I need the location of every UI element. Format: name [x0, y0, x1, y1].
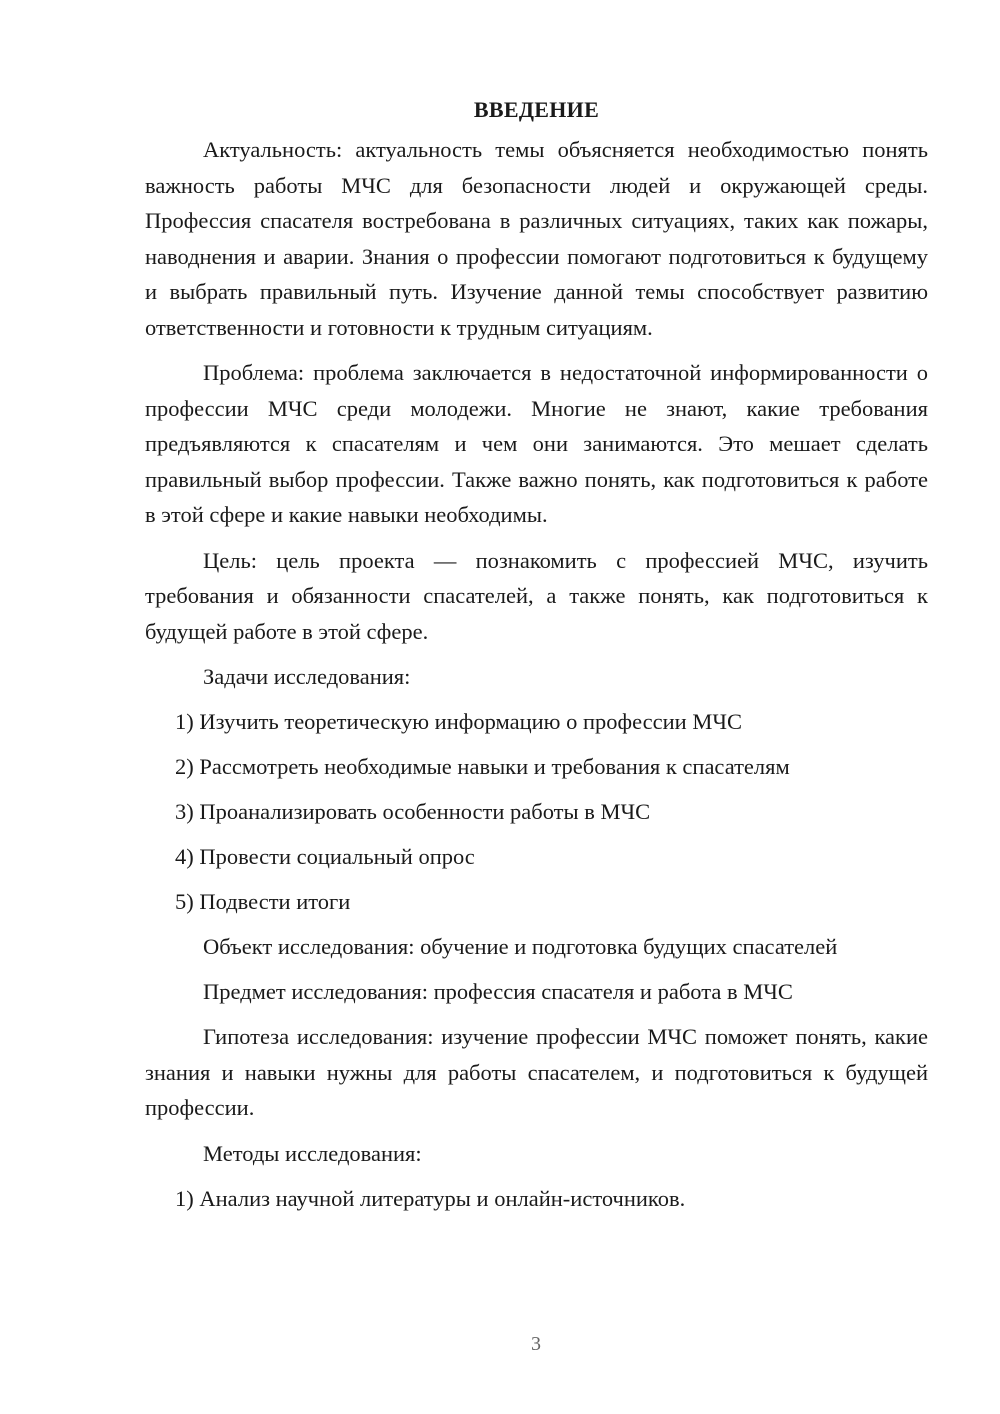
section-heading: ВВЕДЕНИЕ [473, 97, 600, 122]
tasks-heading: Задачи исследования: [203, 664, 411, 689]
task-item: 4) Провести социальный опрос [175, 844, 475, 869]
problem-paragraph: Проблема: проблема заключается в недостаточной информированности о профессии МЧС среди молодежи. Многие не знают, какие требования предъявляются к спасателям и чем они занимаются. Это мешает сделать правильный выбор профессии. Также важно понять, как подготовиться к работе в этой сфере и какие навыки необходимы. [145, 360, 928, 527]
research-subject: Предмет исследования: профессия спасателя и работа в МЧС [203, 979, 793, 1004]
methods-heading: Методы исследования: [203, 1140, 422, 1166]
actuality-paragraph: Актуальность: актуальность темы объясняется необходимостью понять важность работы МЧС для безопасности людей и окружающей среды. Профессия спасателя востребована в различных ситуациях, таких как пожары, наводнения и аварии. Знания о профессии помогают подготовиться к будущему и выбрать правильный путь. Изучение данной темы способствует развитию ответственности и готовности к трудным ситуациям. [145, 137, 928, 340]
goal-paragraph: Цель: цель проекта — познакомить с профессией МЧС, изучить требования и обязанности спасателей, а также понять, как подготовиться к будущей работе в этой сфере. [145, 547, 928, 644]
page-number: 3 [531, 1333, 541, 1355]
task-item: 5) Подвести итоги [175, 889, 351, 914]
task-item: 1) Изучить теоретическую информацию о профессии МЧС [175, 709, 742, 734]
task-item: 2) Рассмотреть необходимые навыки и требования к спасателям [175, 754, 790, 779]
task-item: 3) Проанализировать особенности работы в МЧС [175, 799, 651, 824]
research-object: Объект исследования: обучение и подготовка будущих спасателей [203, 934, 838, 959]
document-page [145, 92, 928, 1226]
hypothesis-paragraph: Гипотеза исследования: изучение профессии МЧС поможет понять, какие знания и навыки нужны для работы спасателем, и подготовиться к будущей профессии. [145, 1024, 928, 1120]
method-item: 1) Анализ научной литературы и онлайн-источников. [175, 1185, 686, 1211]
